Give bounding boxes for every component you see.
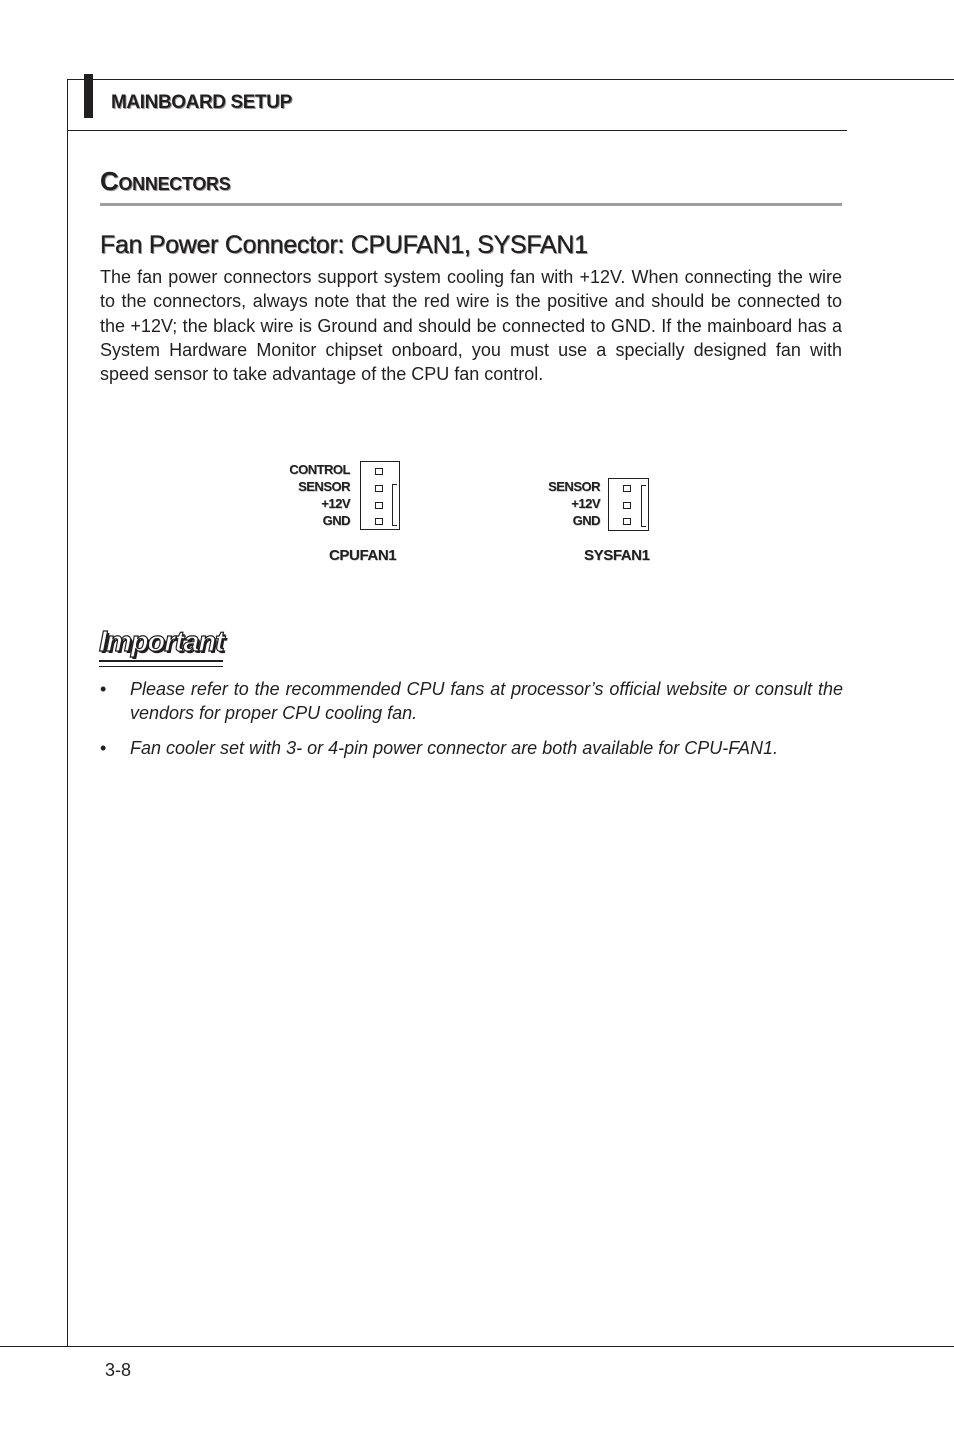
cpufan-label: CPUFAN1 <box>329 547 397 564</box>
sysfan-pin-labels <box>520 478 600 529</box>
bullet-icon: • <box>100 679 107 699</box>
cpufan-pin-labels <box>270 461 350 529</box>
page-number: 3-8 <box>105 1360 132 1380</box>
pin <box>375 468 383 475</box>
pin-label: +12V <box>321 496 350 511</box>
footer-rule <box>0 1346 954 1347</box>
sysfan-diagram <box>520 478 670 571</box>
pin <box>375 502 383 509</box>
connector-latch <box>392 484 397 526</box>
page-left-rule <box>67 79 68 1346</box>
bullet-icon: • <box>100 737 107 758</box>
pin <box>375 518 383 525</box>
pin-label: CONTROL <box>289 462 350 477</box>
running-header: MAINBOARD SETUP <box>111 92 292 113</box>
pin <box>623 518 631 525</box>
important-list <box>100 677 843 770</box>
sysfan-label: SYSFAN1 <box>584 547 650 564</box>
header-bottom-rule <box>67 130 847 131</box>
important-underline <box>99 666 223 667</box>
cpufan-diagram <box>270 461 420 571</box>
list-item <box>100 677 843 726</box>
list-item-text: Fan cooler set with 3- or 4-pin power connector are both available for CPU-FAN1. <box>130 737 778 758</box>
section-rule <box>100 203 842 206</box>
section-title: Connectors <box>100 166 231 196</box>
pin-label: GND <box>322 513 350 528</box>
cpufan-connector <box>360 461 400 530</box>
header-top-rule <box>67 79 954 80</box>
important-heading: Important <box>99 626 224 658</box>
sysfan-connector <box>608 478 649 531</box>
subsection-title: Fan Power Connector: CPUFAN1, SYSFAN1 <box>100 231 588 259</box>
body-paragraph: The fan power connectors support system cooling fan with +12V. When connecting the wire to the connectors, always note that the red wire is the positive and should be connected to the +12V; the black wire is Ground and should be connected to GND. If the mainboard has a System Hardware Monitor chipset onboard, you must use a specially designed fan with speed sensor to take advantage of the CPU fan control. <box>100 267 842 385</box>
list-item-text: Please refer to the recommended CPU fans at processor’s official website or consult the vendors for proper CPU cooling fan. <box>130 679 843 724</box>
list-item <box>100 736 843 760</box>
header-tab-marker <box>84 74 93 118</box>
pin <box>623 485 631 492</box>
pin-label: GND <box>572 513 600 528</box>
pin-label: SENSOR <box>298 479 350 494</box>
connector-latch <box>641 485 646 527</box>
pin <box>375 485 383 492</box>
important-underline <box>99 660 223 662</box>
pin-label: SENSOR <box>548 479 600 494</box>
pin-label: +12V <box>571 496 600 511</box>
pin <box>623 502 631 509</box>
